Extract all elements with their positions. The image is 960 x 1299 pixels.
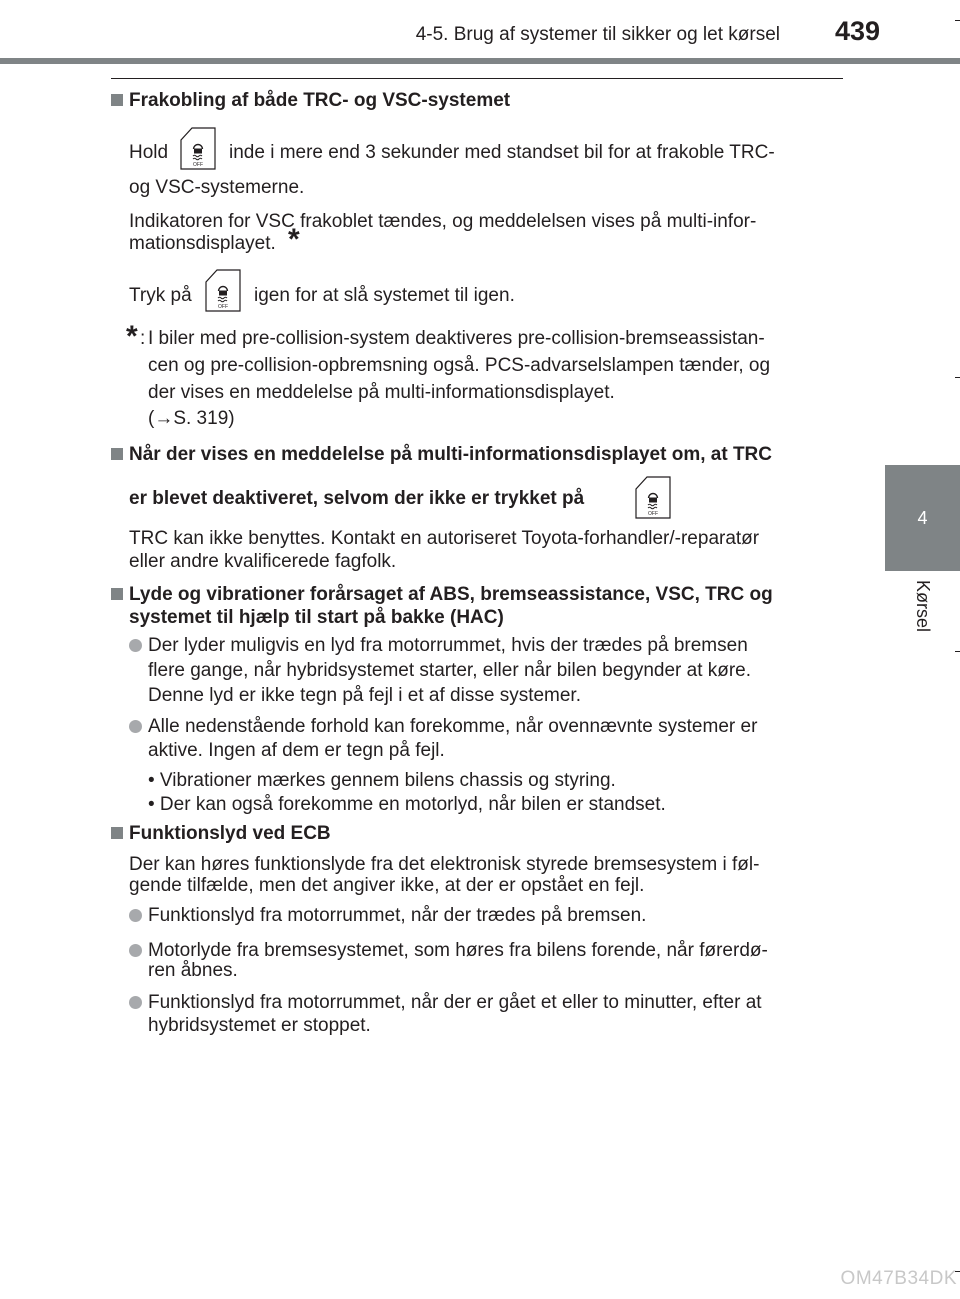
footnote-star: *: [126, 320, 138, 353]
bullet-text: Motorlyde fra bremsesystemet, som høres fra bilens forende, når førerdø-: [148, 940, 768, 961]
paragraph-text: eller andre kvalificerede fagfolk.: [129, 551, 397, 572]
paragraph-text: igen for at slå systemet til igen.: [254, 285, 515, 306]
section-heading: er blevet deaktiveret, selvom der ikke er trykket på: [129, 488, 585, 509]
section-title: 4-5. Brug af systemer til sikker og let kørsel: [415, 24, 780, 45]
paragraph-text: Indikatoren for VSC frakoblet tændes, og meddelelsen vises på multi-infor-: [129, 211, 757, 232]
chapter-label: [893, 578, 953, 658]
paragraph-text: gende tilfælde, men det angiver ikke, at der er opstået en fejl.: [129, 875, 645, 896]
bullet-text: hybridsystemet er stoppet.: [148, 1015, 371, 1036]
paragraph-text: inde i mere end 3 sekunder med standset bil for at frakoble TRC-: [229, 142, 775, 163]
vsc-off-button-icon: [203, 267, 243, 313]
paragraph-text: og VSC-systemerne.: [129, 177, 305, 198]
bullet-dot: [129, 996, 142, 1009]
bullet-text: Funktionslyd fra motorrummet, når der er gået et eller to minutter, efter at: [148, 992, 762, 1013]
page-reference[interactable]: (→S. 319): [148, 408, 235, 429]
section-marker: [111, 827, 123, 839]
paragraph-text: mationsdisplayet.: [129, 233, 276, 254]
footnote-marker: :: [140, 328, 146, 349]
footnote-star: *: [288, 223, 300, 256]
content-rule: [111, 78, 843, 79]
page-number: 439: [834, 16, 880, 46]
sub-bullet-text: • Der kan også forekomme en motorlyd, når bilen er standset.: [148, 794, 666, 815]
paragraph-text: Der kan høres funktionslyde fra det elektronisk styrede bremsesystem i føl-: [129, 854, 760, 875]
footnote-text: I biler med pre-collision-system deaktiveres pre-collision-bremseassistan-: [148, 328, 765, 349]
crop-mark: [955, 377, 960, 378]
section-heading: Funktionslyd ved ECB: [129, 823, 331, 844]
header-rule: [0, 58, 960, 64]
crop-mark: [955, 651, 960, 652]
section-marker: [111, 448, 123, 460]
paragraph-text: Hold: [129, 142, 169, 163]
section-heading: Lyde og vibrationer forårsaget af ABS, bremseassistance, VSC, TRC og: [129, 584, 773, 605]
footnote-text: cen og pre-collision-opbremsning også. PCS-advarselslampen tænder, og: [148, 355, 771, 376]
bullet-text: Alle nedenstående forhold kan forekomme, når ovennævnte systemer er: [148, 716, 758, 737]
bullet-text: flere gange, når hybridsystemet starter, eller når bilen begynder at køre.: [148, 660, 752, 681]
section-marker: [111, 94, 123, 106]
bullet-text: Denne lyd er ikke tegn på fejl i et af disse systemer.: [148, 685, 581, 706]
bullet-dot: [129, 639, 142, 652]
bullet-dot: [129, 944, 142, 957]
sub-bullet-text: • Vibrationer mærkes gennem bilens chassis og styring.: [148, 770, 616, 791]
vsc-off-button-icon: [178, 125, 218, 171]
paragraph-text: TRC kan ikke benyttes. Kontakt en autoriseret Toyota-forhandler/-reparatør: [129, 528, 760, 549]
bullet-dot: [129, 720, 142, 733]
bullet-text: Der lyder muligvis en lyd fra motorrummet, hvis der trædes på bremsen: [148, 635, 748, 656]
footer-watermark: OM47B34DK: [840, 1268, 957, 1289]
paragraph-text: Tryk på: [129, 285, 192, 306]
vsc-off-button-icon: [633, 474, 673, 520]
crop-mark: [955, 20, 960, 21]
bullet-text: ren åbnes.: [148, 960, 238, 981]
footnote-text: der vises en meddelelse på multi-informationsdisplayet.: [148, 382, 615, 403]
section-heading: systemet til hjælp til start på bakke (HAC): [129, 607, 504, 628]
bullet-text: aktive. Ingen af dem er tegn på fejl.: [148, 740, 445, 761]
chapter-label-text: Kørsel: [913, 580, 933, 633]
bullet-dot: [129, 909, 142, 922]
chapter-tab: 4: [885, 465, 960, 571]
section-heading: Når der vises en meddelelse på multi-informationsdisplayet om, at TRC: [129, 444, 773, 465]
bullet-text: Funktionslyd fra motorrummet, når der trædes på bremsen.: [148, 905, 647, 926]
section-heading: Frakobling af både TRC- og VSC-systemet: [129, 90, 511, 111]
section-marker: [111, 588, 123, 600]
